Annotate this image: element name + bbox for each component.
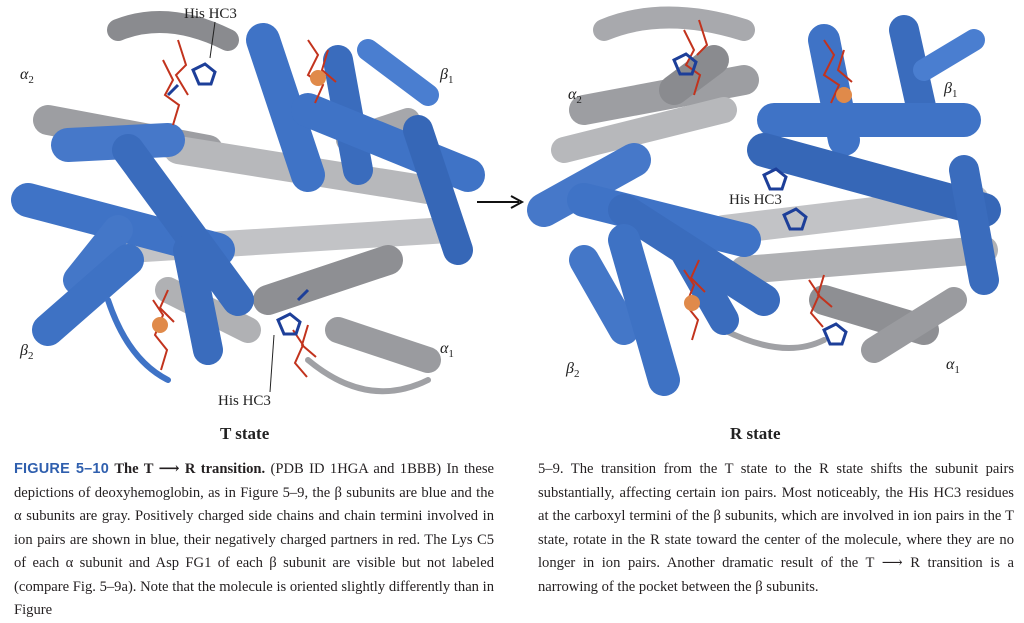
t-state-ribbon-diagram [8,0,508,418]
r-state-title: R state [730,424,781,443]
iron-atom [836,87,852,103]
caption-text-right: 5–9. The transition from the T state to the R state shifts the subunit pairs substantially, affecting certain ion pairs. Most noticeably, the His HC3 residues at the carboxyl termini of the β subunits, which are involved in ion pairs in the T state, rotate in the R state toward the center of the molecule, where they are no longer in ion pairs. Another dramatic result of the T ⟶ R transition is a narrowing of the pocket between the β subunits. [538,461,1014,595]
caption-text-left: (PDB ID 1HGA and 1BBB) In these depictions of deoxyhemoglobin, as in Figure 5–9, the β subunits are blue and the α subunits are gray. Positively charged side chains and chain termini involved in ion pairs are shown in blue, their negatively charged partners in red. The Lys C5 of each α subunit and Asp FG1 of each β subunit are visible but not labeled (compare Fig. 5–9a). Note that the molecule is oriented slightly differently than in Figure [14,461,494,618]
t-state-title: T state [220,424,270,443]
beta2-label: $\beta_2$ [566,360,580,381]
alpha2-label: $\alpha_2$ [568,86,582,107]
beta1-label: $\beta_1$ [944,80,958,101]
figure-caption-left [14,458,494,623]
right-arrow-icon [475,194,525,210]
his-hc3-label-top: His HC3 [184,6,237,22]
alpha1-label: $\alpha_1$ [440,340,454,361]
iron-atom [310,70,326,86]
alpha1-label: $\alpha_1$ [946,356,960,377]
iron-atom [684,295,700,311]
alpha2-label: $\alpha_2$ [20,66,34,87]
beta2-label: $\beta_2$ [20,342,34,363]
beta1-label: $\beta_1$ [440,66,454,87]
his-hc3-label-center: His HC3 [729,192,782,208]
t-state-structure [8,0,508,418]
figure-caption-right [538,458,1014,599]
figure-title: The T ⟶ R transition. [114,461,266,477]
figure-number: FIGURE 5–10 [14,461,109,477]
iron-atom [152,317,168,333]
his-hc3-label-bottom: His HC3 [218,393,271,409]
